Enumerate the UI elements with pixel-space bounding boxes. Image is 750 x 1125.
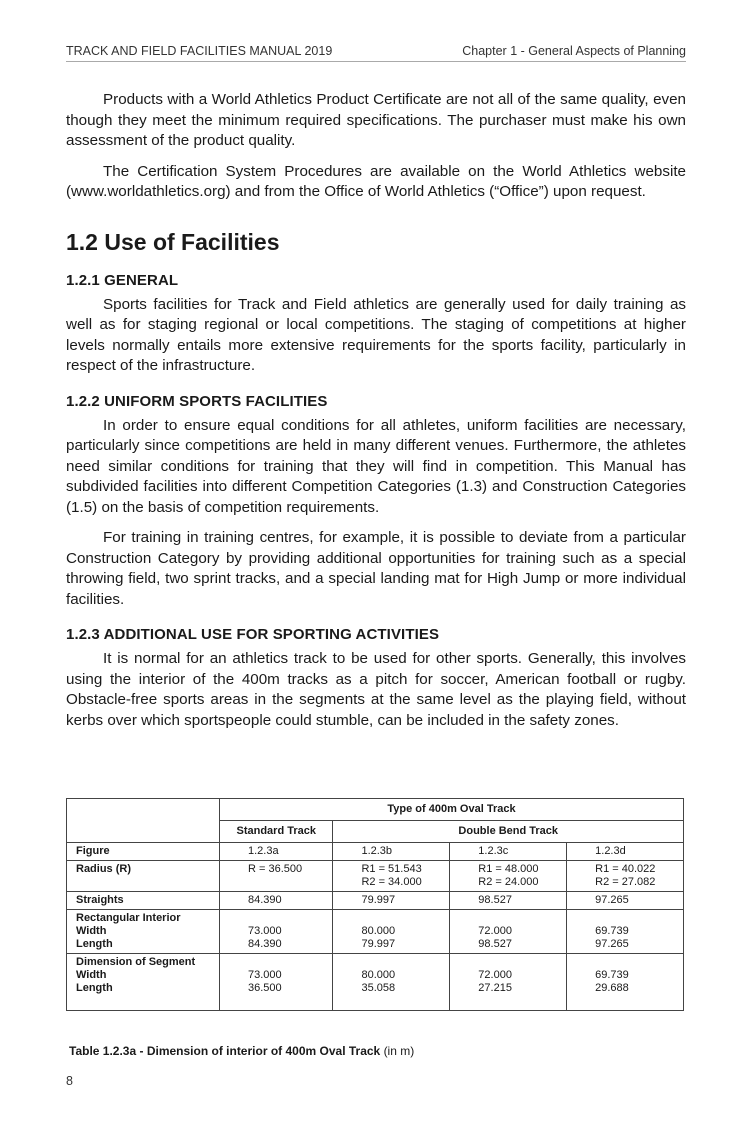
row-label-line: Width xyxy=(76,969,107,981)
cell-line: 29.688 xyxy=(595,982,629,994)
row-label-straights: Straights xyxy=(67,892,220,910)
table-cell xyxy=(450,861,567,892)
table-cell xyxy=(567,910,684,954)
caption-text: Table 1.2.3a - Dimension of interior of 400m Oval Track xyxy=(69,1044,381,1058)
row-label-figure: Figure xyxy=(67,843,220,861)
cell-line: 72.000 xyxy=(478,969,512,981)
cell-line: 84.390 xyxy=(248,938,282,950)
table-cell: 1.2.3d xyxy=(567,843,684,861)
table-cell: 98.527 xyxy=(450,892,567,910)
row-label-line: Length xyxy=(76,938,113,950)
table-row xyxy=(67,843,684,861)
table-cell xyxy=(333,954,450,1011)
page-number: 8 xyxy=(66,1074,73,1088)
cell-line: 80.000 xyxy=(361,969,396,981)
row-label-line: Dimension of Segment xyxy=(76,956,196,968)
cell-line: 97.265 xyxy=(595,938,629,950)
table-cell xyxy=(333,910,450,954)
dimension-table xyxy=(66,798,684,1011)
table-cell: 84.390 xyxy=(220,892,333,910)
table-cell xyxy=(567,954,684,1011)
row-label-line: Rectangular Interior xyxy=(76,912,181,924)
table-cell: 1.2.3c xyxy=(450,843,567,861)
table-cell: 1.2.3a xyxy=(220,843,333,861)
header-divider xyxy=(66,61,686,62)
cell-line: 73.000 xyxy=(248,925,282,937)
cell-line: 27.215 xyxy=(478,982,512,994)
cell-line: R2 = 34.000 xyxy=(361,876,422,888)
cell-line: 69.739 xyxy=(595,969,629,981)
cell-line: 80.000 xyxy=(361,925,396,937)
subsection-heading-uniform: 1.2.2 UNIFORM SPORTS FACILITIES xyxy=(66,392,328,410)
section-heading: 1.2 Use of Facilities xyxy=(66,228,280,255)
cell-line: R2 = 27.082 xyxy=(595,876,656,888)
cell-line: R1 = 48.000 xyxy=(478,863,539,875)
subsection-heading-additional-use: 1.2.3 ADDITIONAL USE FOR SPORTING ACTIVITIES xyxy=(66,626,440,643)
row-label-line: Length xyxy=(76,982,113,994)
intro-paragraph-1: Products with a World Athletics Product Certificate are not all of the same quality, even though they meet the minimum required specifications. The purchaser must make his own assessment of the product quality. xyxy=(66,91,686,149)
table-cell: 97.265 xyxy=(567,892,684,910)
uniform-paragraph-2: For training in training centres, for example, it is possible to deviate from a particular Construction Category by providing additional opportunities for training such as a special throwing field, two sprint tracks, and a special landing mat for High Jump or more individual facilities. xyxy=(66,529,686,608)
table-cell: 1.2.3b xyxy=(333,843,450,861)
table-cell xyxy=(450,954,567,1011)
cell-line: 79.997 xyxy=(361,938,396,950)
row-label-dimension-of-segment xyxy=(67,954,220,1011)
page-body xyxy=(66,90,686,741)
row-label-radius: Radius (R) xyxy=(67,861,220,892)
cell-line: R2 = 24.000 xyxy=(478,876,539,888)
table-caption xyxy=(69,1044,414,1058)
cell-line: 73.000 xyxy=(248,969,282,981)
header-chapter-title: Chapter 1 - General Aspects of Planning xyxy=(462,44,686,58)
table-cell xyxy=(333,861,450,892)
table-row xyxy=(67,954,684,1011)
cell-line: 69.739 xyxy=(595,925,629,937)
table-cell xyxy=(220,910,333,954)
cell-line: R1 = 51.543 xyxy=(361,863,422,875)
subsection-heading-general: 1.2.1 GENERAL xyxy=(66,271,179,289)
general-paragraph: Sports facilities for Track and Field athletics are generally used for daily training as well as for staging regional or local competitions. The staging of competitions at higher levels normally entails more extensive requirements for the sports facility, particularly in respect of the infrastructure. xyxy=(66,295,686,374)
table-cell: 79.997 xyxy=(333,892,450,910)
caption-unit: (in m) xyxy=(383,1044,415,1058)
table-row xyxy=(67,892,684,910)
table-row xyxy=(67,910,684,954)
additional-use-paragraph: It is normal for an athletics track to be used for other sports. Generally, this involves using the interior of the 400m tracks as a pitch for soccer, American football or rugby. Obstacle-free sports areas in the segments at the same level as the playing field, without kerbs over which sportspeople could stumble, can be included in the safety zones. xyxy=(66,650,686,729)
cell-line: R = 36.500 xyxy=(248,863,303,875)
row-label-rectangular-interior xyxy=(67,910,220,954)
running-header xyxy=(66,44,686,58)
row-label-line: Width xyxy=(76,925,107,937)
cell-line: 98.527 xyxy=(478,938,512,950)
standard-track-header: Standard Track xyxy=(220,821,333,843)
cell-line: R1 = 40.022 xyxy=(595,863,656,875)
table-cell xyxy=(450,910,567,954)
table-corner-cell xyxy=(67,799,220,843)
cell-line: 35.058 xyxy=(361,982,396,994)
cell-line: 36.500 xyxy=(248,982,282,994)
intro-paragraph-2: The Certification System Procedures are available on the World Athletics website (www.worldathletics.org) and from the Office of World Athletics (“Office”) upon request. xyxy=(66,162,686,200)
double-bend-header: Double Bend Track xyxy=(333,821,684,843)
cell-line: 72.000 xyxy=(478,925,512,937)
table-row xyxy=(67,861,684,892)
header-manual-title: TRACK AND FIELD FACILITIES MANUAL 2019 xyxy=(66,44,333,58)
table-header-row xyxy=(67,799,684,821)
table-cell xyxy=(220,861,333,892)
uniform-paragraph-1: In order to ensure equal conditions for all athletes, uniform facilities are necessary, particularly since competitions are held in many different venues. Furthermore, the athletes need similar conditions for training that they will find in competition. This Manual has subdivided facilities into different Competition Categories (1.3) and Construction Categories (1.5) on the basis of competition requirements. xyxy=(66,416,686,516)
table-cell xyxy=(220,954,333,1011)
table-title-cell: Type of 400m Oval Track xyxy=(220,799,684,821)
table-cell xyxy=(567,861,684,892)
